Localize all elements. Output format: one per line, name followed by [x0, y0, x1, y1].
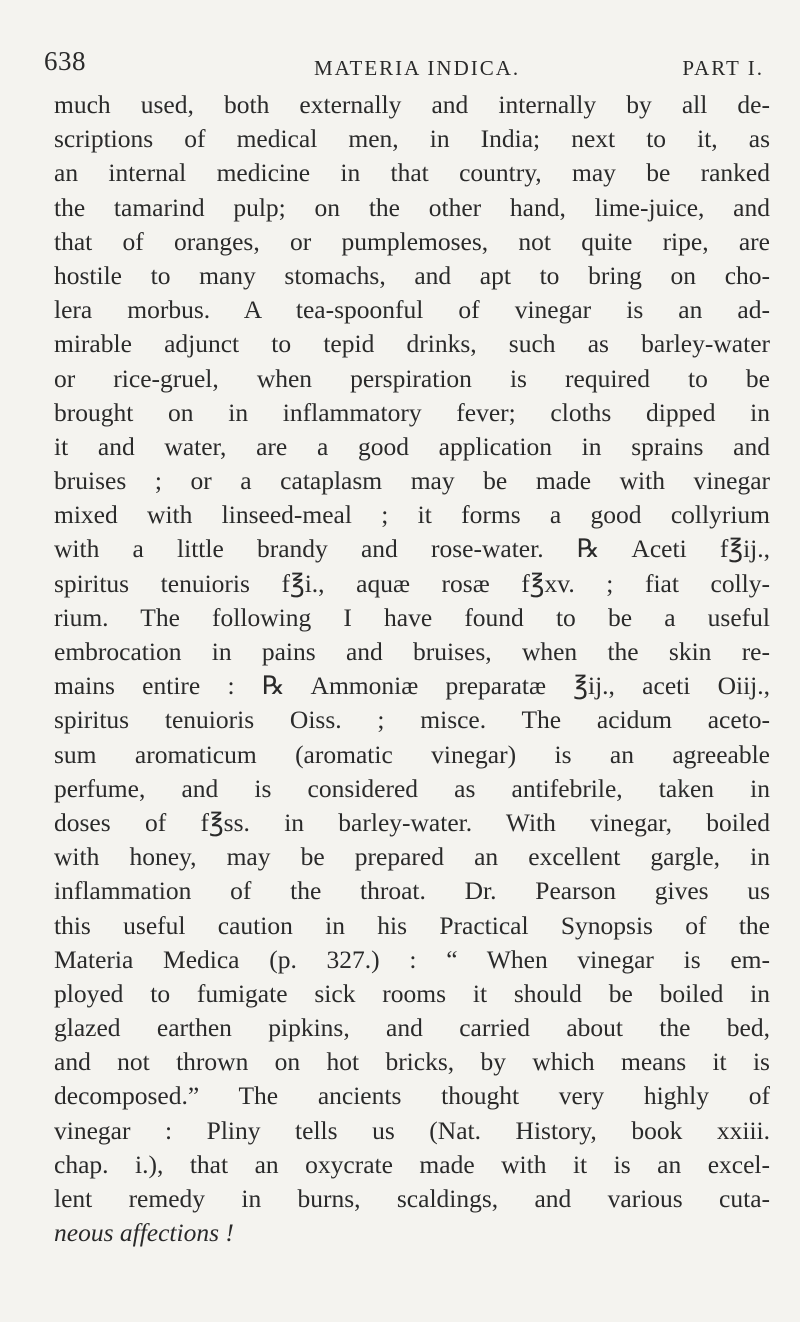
text-line: it and water, are a good application in sprains and	[54, 431, 770, 461]
text-line: lent remedy in burns, scaldings, and various cuta-	[54, 1184, 770, 1213]
text-line: lera morbus. A tea-spoonful of vinegar is an ad-	[54, 295, 770, 325]
text-line: with honey, may be prepared an excellent gargle, in	[54, 842, 770, 872]
running-title: MATERIA INDICA.	[314, 56, 521, 80]
text-line: glazed earthen pipkins, and carried about the bed,	[54, 1013, 770, 1043]
text-line: much used, both externally and internally by all de-	[54, 90, 770, 119]
text-line: mixed with linseed-meal ; it forms a good collyrium	[54, 500, 770, 530]
text-line: spiritus tenuioris f℥i., aquæ rosæ f℥xv. ; fiat colly-	[54, 568, 770, 598]
text-line: or rice-gruel, when perspiration is required to be	[54, 363, 770, 393]
text-line: the tamarind pulp; on the other hand, lime-juice, and	[54, 192, 770, 222]
text-line: doses of f℥ss. in barley-water. With vinegar, boiled	[54, 807, 770, 837]
text-line: decomposed.” The ancients thought very highly of	[54, 1081, 770, 1111]
text-line: scriptions of medical men, in India; next to it, as	[54, 124, 770, 154]
text-line: hostile to many stomachs, and apt to bring on cho-	[54, 260, 770, 290]
text-line: an internal medicine in that country, may be ranked	[54, 158, 770, 188]
text-line: Materia Medica (p. 327.) : “ When vinegar is em-	[54, 944, 770, 974]
part-label: PART I.	[682, 56, 764, 80]
text-line: spiritus tenuioris Oiss. ; misce. The acidum aceto-	[54, 705, 770, 735]
text-line: sum aromaticum (aromatic vinegar) is an agreeable	[54, 739, 770, 769]
text-line: and not thrown on hot bricks, by which means it is	[54, 1047, 770, 1077]
text-line: embrocation in pains and bruises, when the skin re-	[54, 637, 770, 666]
text-line: brought on in inflammatory fever; cloths dipped in	[54, 397, 770, 427]
text-line: bruises ; or a cataplasm may be made with vinegar	[54, 466, 770, 496]
text-line: perfume, and is considered as antifebrile, taken in	[54, 773, 770, 803]
text-line: ployed to fumigate sick rooms it should be boiled in	[54, 978, 770, 1008]
text-line: this useful caution in his Practical Synopsis of the	[54, 910, 770, 940]
page-number: 638	[44, 46, 86, 76]
text-line: mains entire : ℞ Ammoniæ preparatæ ℥ij., aceti Oiij.,	[54, 671, 770, 701]
text-line: neous affections !	[54, 1218, 234, 1248]
running-head	[44, 46, 764, 86]
text-line: chap. i.), that an oxycrate made with it is an excel-	[54, 1149, 770, 1179]
text-line: vinegar : Pliny tells us (Nat. History, book xxiii.	[54, 1115, 770, 1145]
body-text	[54, 88, 770, 1250]
text-line: that of oranges, or pumplemoses, not quite ripe, are	[54, 226, 770, 256]
text-line: inflammation of the throat. Dr. Pearson gives us	[54, 876, 770, 906]
text-line: rium. The following I have found to be a useful	[54, 602, 770, 632]
text-line: with a little brandy and rose-water. ℞ Aceti f℥ij.,	[54, 534, 770, 564]
text-line: mirable adjunct to tepid drinks, such as barley-water	[54, 329, 770, 359]
